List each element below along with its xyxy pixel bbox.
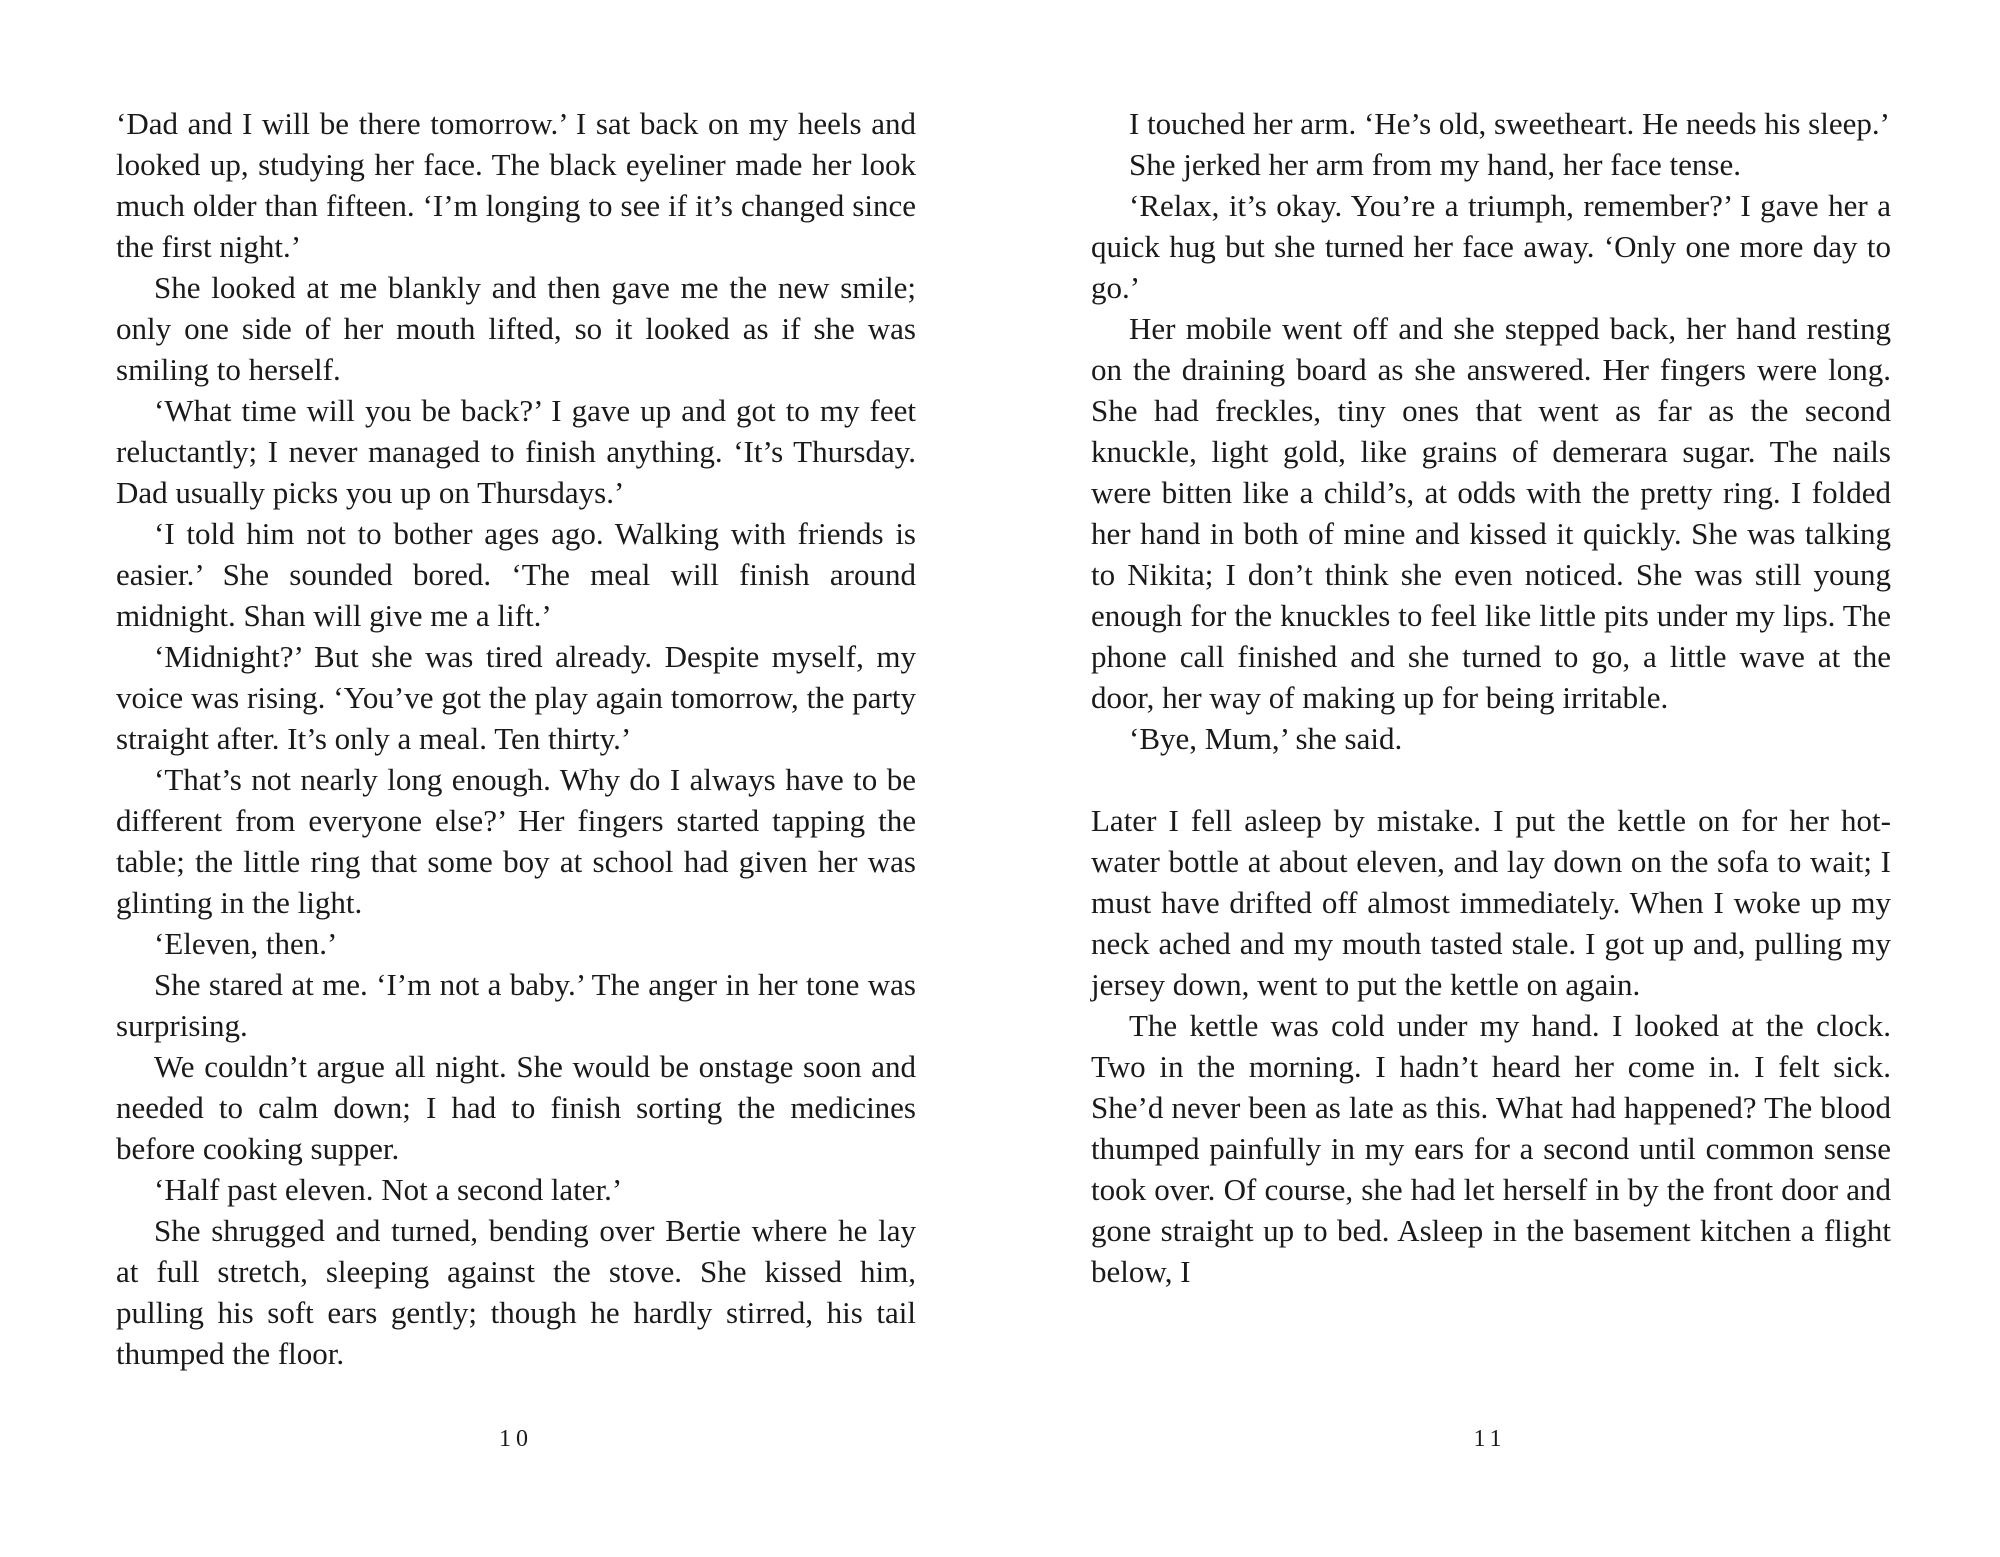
paragraph: ‘Eleven, then.’ (154, 926, 338, 961)
paragraph: She stared at me. ‘I’m not a baby.’ The anger in her tone was surprising. (116, 967, 916, 1043)
paragraph: ‘What time will you be back?’ I gave up and got to my feet reluctantly; I never managed to finish anything. ‘It’s Thursday. Dad usually picks you up on Thursdays.’ (116, 393, 916, 510)
page-number: 11 (1473, 1426, 1507, 1452)
paragraph: She looked at me blankly and then gave me the new smile; only one side of her mouth lifted, so it looked as if she was smiling to herself. (116, 270, 916, 387)
paragraph: She jerked her arm from my hand, her face tense. (1129, 147, 1741, 182)
left-page-text (116, 103, 916, 1374)
paragraph: ‘Midnight?’ But she was tired already. Despite myself, my voice was rising. ‘You’ve got the play again tomorrow, the party straight after. It’s only a meal. Ten thirty.’ (116, 639, 916, 756)
page-number: 10 (499, 1426, 533, 1452)
paragraph: She shrugged and turned, bending over Bertie where he lay at full stretch, sleeping against the stove. She kissed him, pulling his soft ears gently; though he hardly stirred, his tail thumped the floor. (116, 1213, 916, 1371)
right-page-text (1091, 103, 1891, 1292)
paragraph: ‘I told him not to bother ages ago. Walking with friends is easier.’ She sounded bored. ‘The meal will finish around midnight. Shan will give me a lift.’ (116, 516, 916, 633)
section-first-paragraph: Later I fell asleep by mistake. I put the kettle on for her hot-water bottle at about eleven, and lay down on the sofa to wait; I must have drifted off almost immediately. When I woke up my neck ached and my mouth tasted stale. I got up and, pulling my jersey down, went to put the kettle on again. (1091, 803, 1891, 1002)
paragraph: ‘Half past eleven. Not a second later.’ (154, 1172, 623, 1207)
paragraph: ‘Relax, it’s okay. You’re a triumph, remember?’ I gave her a quick hug but she turned her face away. ‘Only one more day to go.’ (1091, 188, 1891, 305)
paragraph: Her mobile went off and she stepped back, her hand resting on the draining board as she answered. Her fingers were long. She had freckles, tiny ones that went as far as the second knuckle, light gold, like grains of demerara sugar. The nails were bitten like a child’s, at odds with the pretty ring. I folded her hand in both of mine and kissed it quickly. She was talking to Nikita; I don’t think she even noticed. She was still young enough for the knuckles to feel like little pits under my lips. The phone call finished and she turned to go, a little wave at the door, her way of making up for being irritable. (1091, 311, 1891, 715)
paragraph: I touched her arm. ‘He’s old, sweetheart. He needs his sleep.’ (1129, 106, 1890, 141)
right-page (1000, 0, 2000, 1557)
paragraph: We couldn’t argue all night. She would be onstage soon and needed to calm down; I had to finish sorting the medicines before cooking supper. (116, 1049, 916, 1166)
paragraph: The kettle was cold under my hand. I looked at the clock. Two in the morning. I hadn’t heard her come in. I felt sick. She’d never been as late as this. What had happened? The blood thumped painfully in my ears for a second until common sense took over. Of course, she had let herself in by the front door and gone straight up to bed. Asleep in the basement kitchen a flight below, I (1091, 1008, 1891, 1289)
paragraph: ‘That’s not nearly long enough. Why do I always have to be different from everyone else?’ Her fingers started tapping the table; the little ring that some boy at school had given her was glinting in the light. (116, 762, 916, 920)
paragraph: ‘Dad and I will be there tomorrow.’ I sat back on my heels and looked up, studying her face. The black eyeliner made her look much older than fifteen. ‘I’m longing to see if it’s changed since the first night.’ (116, 106, 916, 264)
paragraph: ‘Bye, Mum,’ she said. (1129, 721, 1403, 756)
